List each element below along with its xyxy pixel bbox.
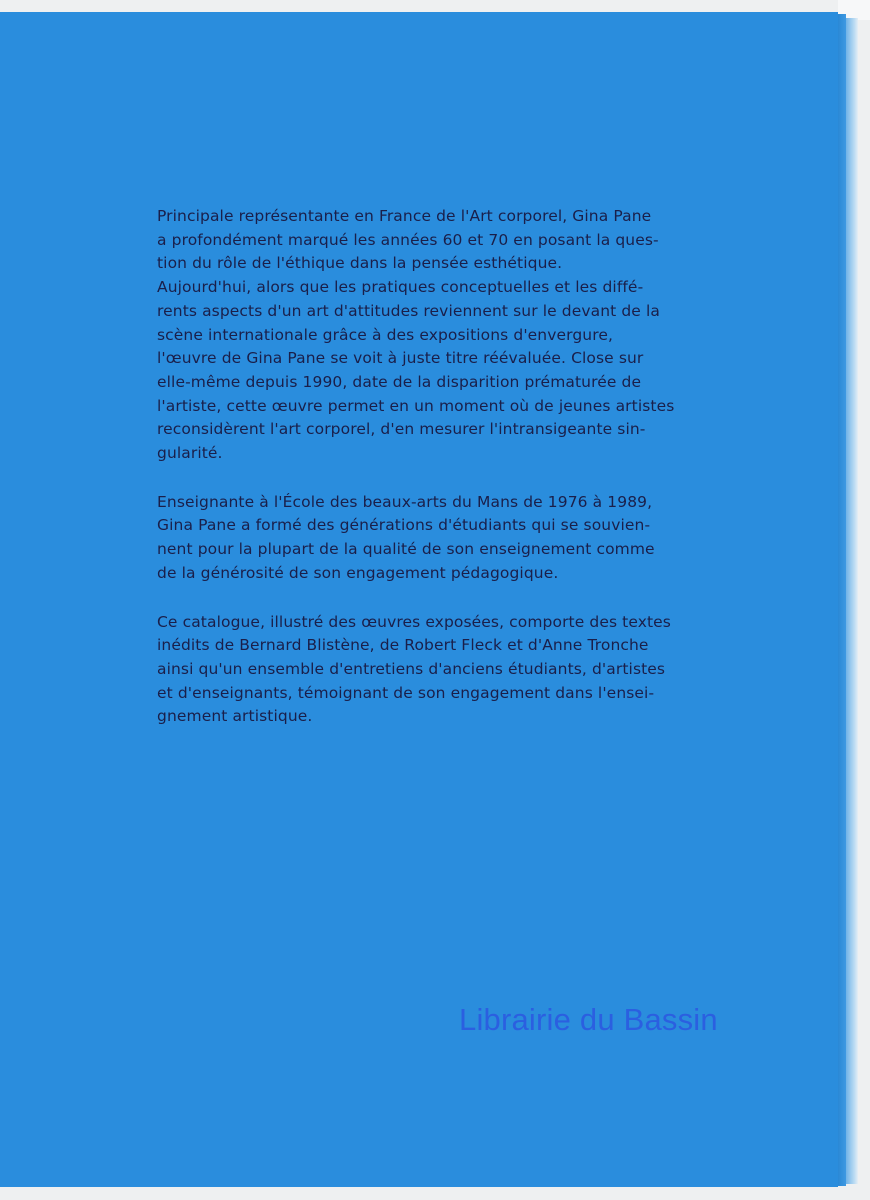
text-line: Ce catalogue, illustré des œuvres exposées, comporte des textes [157,612,671,631]
text-line: gularité. [157,444,223,463]
paragraph-gap [157,466,727,491]
text-line: et d'enseignants, témoignant de son engagement dans l'ensei- [157,683,655,702]
blurb-text [157,205,727,729]
text-line: scène internationale grâce à des expositions d'envergure, [157,325,614,344]
paragraph-gap [157,586,727,611]
text-line: elle-même depuis 1990, date de la disparition prématurée de [157,372,642,391]
text-line: Aujourd'hui, alors que les pratiques conceptuelles et les diffé- [157,278,644,297]
text-line: Principale représentante en France de l'Art corporel, Gina Pane [157,207,652,225]
text-line: de la générosité de son engagement pédagogique. [157,563,559,582]
paragraph-3 [157,611,727,730]
page-edges [846,18,858,1184]
text-line: reconsidèrent l'art corporel, d'en mesurer l'intransigeante sin- [157,420,646,439]
text-line: tion du rôle de l'éthique dans la pensée esthétique. [157,254,563,273]
text-line: rents aspects d'un art d'attitudes reviennent sur le devant de la [157,301,660,320]
text-line: nent pour la plupart de la qualité de son enseignement comme [157,540,655,559]
text-line: inédits de Bernard Blistène, de Robert Fleck et d'Anne Tronche [157,636,649,655]
text-line: ainsi qu'un ensemble d'entretiens d'anciens étudiants, d'artistes [157,659,666,678]
paragraph-2 [157,491,727,586]
seller-watermark: Librairie du Bassin [459,1002,718,1037]
paragraph-1 [157,205,727,466]
text-line: gnement artistique. [157,707,313,726]
text-line: Gina Pane a formé des générations d'étudiants qui se souvien- [157,516,651,535]
text-line: Enseignante à l'École des beaux-arts du Mans de 1976 à 1989, [157,492,653,511]
text-line: l'artiste, cette œuvre permet en un moment où de jeunes artistes [157,396,675,415]
text-line: l'œuvre de Gina Pane se voit à juste titre réévaluée. Close sur [157,349,644,368]
text-line: a profondément marqué les années 60 et 70 en posant la ques- [157,230,659,249]
